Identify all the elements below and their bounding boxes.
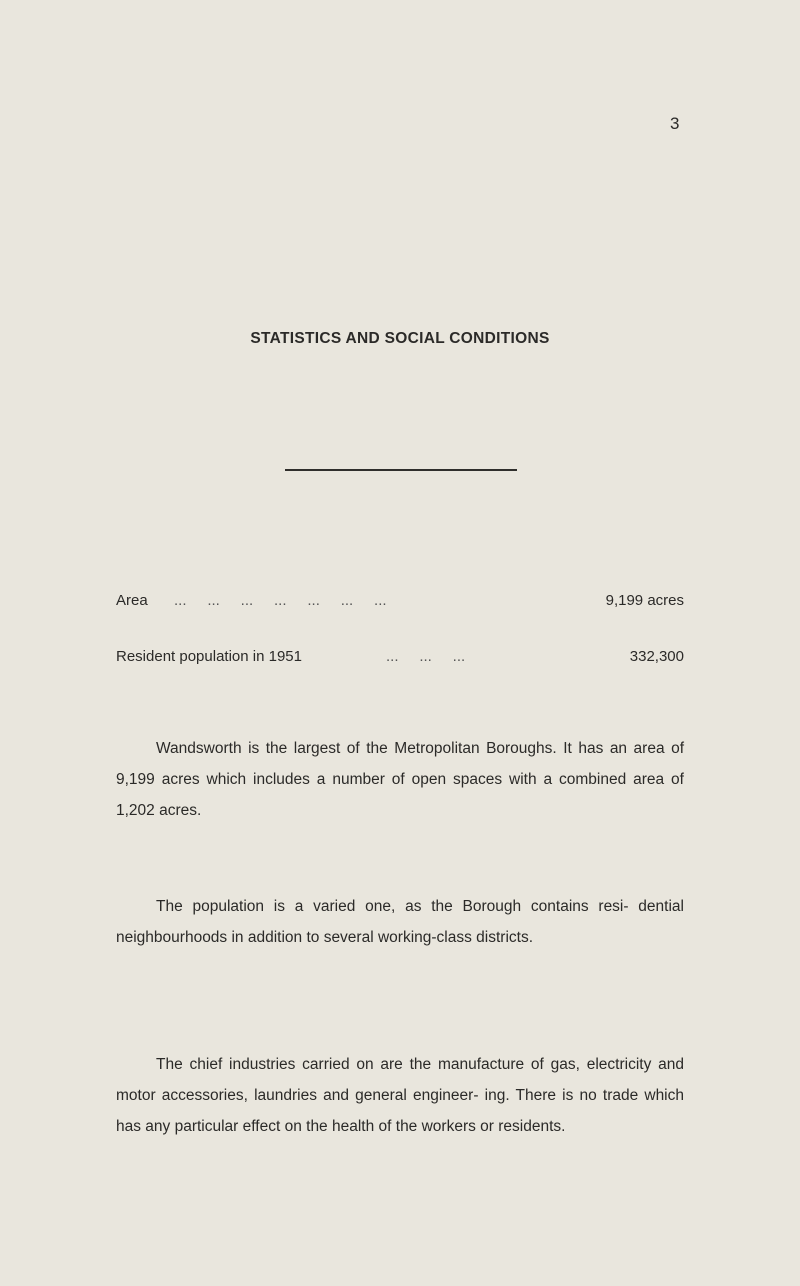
section-heading: STATISTICS AND SOCIAL CONDITIONS [250,330,550,347]
paragraph-population: The population is a varied one, as the Borough contains resi- dential neighbourhoods in addition to several working-class districts. [116,898,684,946]
stat-row-population [116,648,684,672]
page-number: 3 [670,114,680,133]
leader-dots-population: ... ... ... [386,648,466,665]
paragraph-industries: The chief industries carried on are the manufacture of gas, electricity and motor accessories, laundries and general engineer- ing. There is no trade which has any particular effect on the health of the workers or residents. [116,1056,684,1135]
stat-label-area: Area [116,592,148,609]
paragraph-area: Wandsworth is the largest of the Metropolitan Boroughs. It has an area of 9,199 acres which includes a number of open spaces with a combined area of 1,202 acres. [116,740,684,819]
stat-row-area [116,592,684,616]
stat-value-area: 9,199 acres [605,592,684,609]
stat-value-population: 332,300 [629,648,684,665]
stat-label-population: Resident population in 1951 [116,648,302,665]
leader-dots-area: ... ... ... ... ... ... ... [174,592,387,609]
heading-divider [285,469,517,471]
